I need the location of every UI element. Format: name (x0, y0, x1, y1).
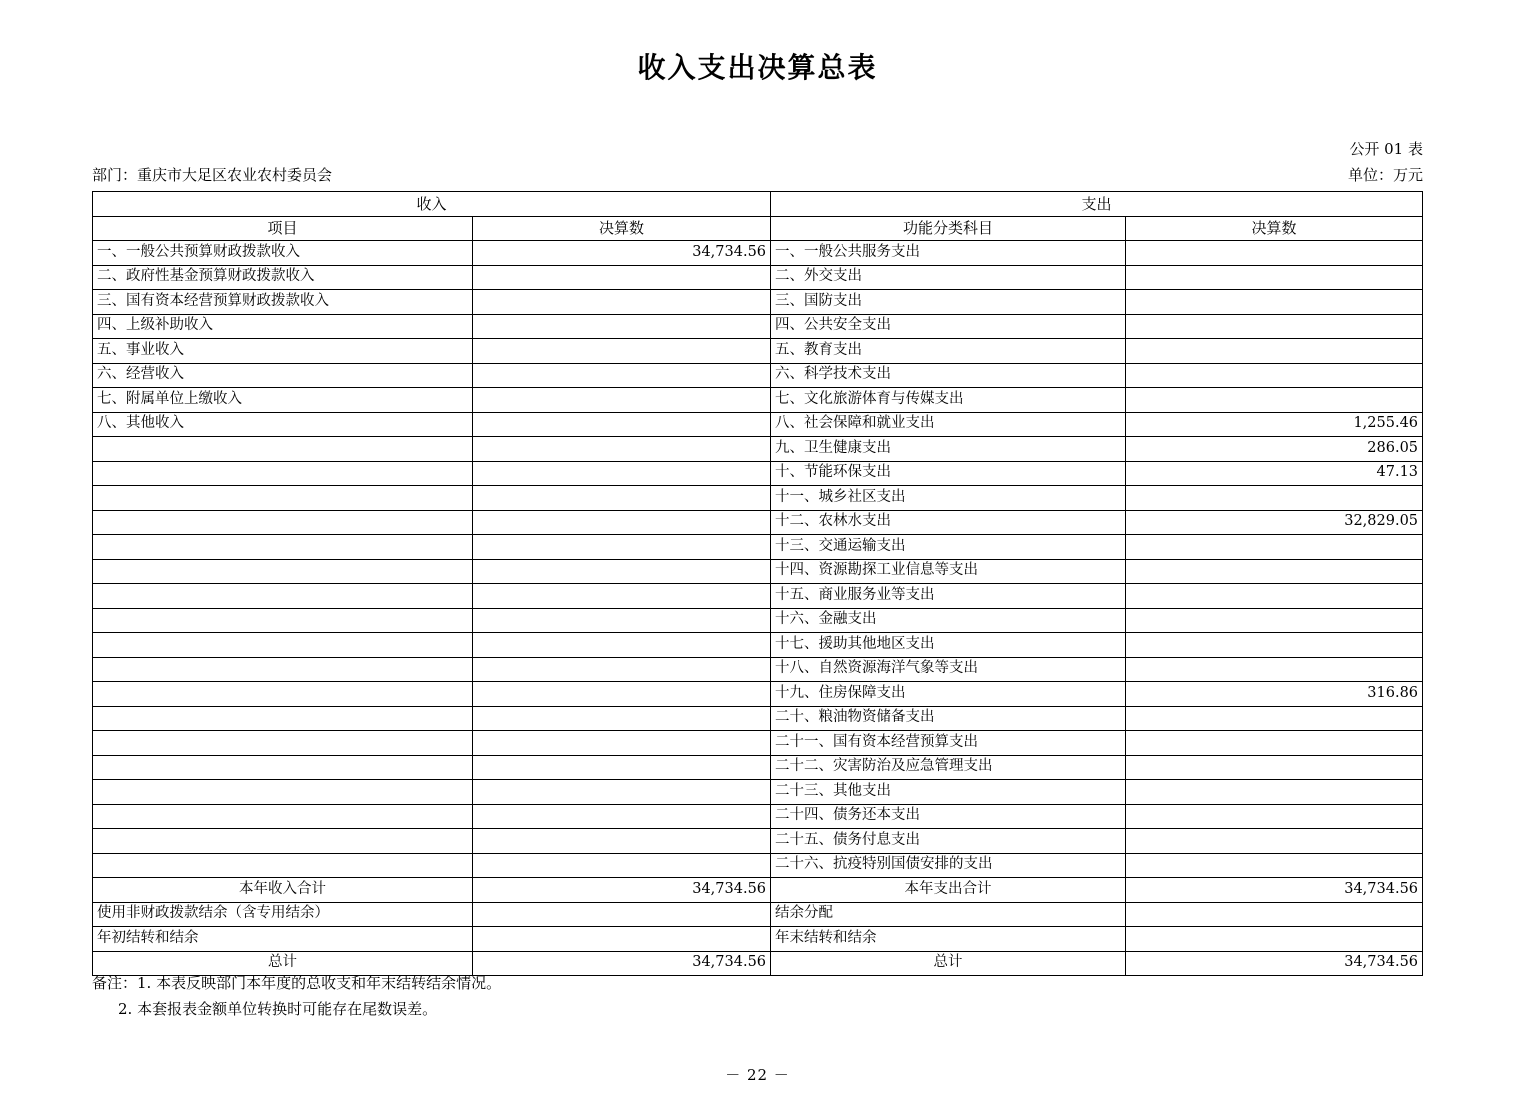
cell-expense-amount (1126, 265, 1423, 290)
cell-income-item (93, 657, 473, 682)
budget-summary-table (92, 191, 1423, 976)
cell-income-amount (473, 829, 771, 854)
cell-income-amount (473, 461, 771, 486)
cell-expense-amount (1126, 755, 1423, 780)
table-summary-row (93, 878, 1423, 903)
cell-income-amount (473, 584, 771, 609)
cell-expense-amount (1126, 927, 1423, 952)
table-row (93, 363, 1423, 388)
cell-expense-item: 十二、农林水支出 (771, 510, 1126, 535)
note-line-2: 2. 本套报表金额单位转换时可能存在尾数误差。 (118, 999, 438, 1018)
cell-income-item (93, 682, 473, 707)
cell-income-item (93, 804, 473, 829)
cell-expense-item: 二十六、抗疫特别国债安排的支出 (771, 853, 1126, 878)
cell-expense-item: 年末结转和结余 (771, 927, 1126, 952)
cell-expense-item: 十七、援助其他地区支出 (771, 633, 1126, 658)
cell-expense-item: 十四、资源勘探工业信息等支出 (771, 559, 1126, 584)
cell-income-amount (473, 706, 771, 731)
cell-expense-amount (1126, 486, 1423, 511)
table-row (93, 755, 1423, 780)
cell-income-item (93, 584, 473, 609)
unit-label: 单位：万元 (1347, 166, 1423, 184)
note-line-1: 备注：1. 本表反映部门本年度的总收支和年末结转结余情况。 (92, 974, 502, 992)
cell-income-amount (473, 682, 771, 707)
table-row (93, 241, 1423, 266)
table-row (93, 682, 1423, 707)
table-row (93, 510, 1423, 535)
cell-expense-item: 结余分配 (771, 902, 1126, 927)
cell-expense-amount: 316.86 (1126, 682, 1423, 707)
table-row (93, 265, 1423, 290)
table-row (93, 608, 1423, 633)
cell-income-amount (473, 633, 771, 658)
cell-expense-item: 五、教育支出 (771, 339, 1126, 364)
cell-income-item: 三、国有资本经营预算财政拨款收入 (93, 290, 473, 315)
cell-income-item: 使用非财政拨款结余（含专用结余） (93, 902, 473, 927)
cell-expense-amount: 47.13 (1126, 461, 1423, 486)
cell-income-amount (473, 853, 771, 878)
cell-expense-amount (1126, 902, 1423, 927)
expense-group-header: 支出 (771, 192, 1423, 217)
cell-income-amount (473, 437, 771, 462)
cell-expense-item: 一、一般公共服务支出 (771, 241, 1126, 266)
cell-expense-item: 七、文化旅游体育与传媒支出 (771, 388, 1126, 413)
col-header-expense-item: 功能分类科目 (771, 216, 1126, 241)
cell-expense-item: 十一、城乡社区支出 (771, 486, 1126, 511)
table-row (93, 706, 1423, 731)
table-row (93, 388, 1423, 413)
cell-expense-item: 十六、金融支出 (771, 608, 1126, 633)
table-row (93, 584, 1423, 609)
cell-income-item: 年初结转和结余 (93, 927, 473, 952)
table-row (93, 290, 1423, 315)
cell-expense-amount (1126, 853, 1423, 878)
cell-income-amount (473, 902, 771, 927)
cell-income-item: 八、其他收入 (93, 412, 473, 437)
cell-expense-amount (1126, 633, 1423, 658)
cell-income-item (93, 731, 473, 756)
cell-expense-item: 二十四、债务还本支出 (771, 804, 1126, 829)
cell-expense-amount (1126, 731, 1423, 756)
cell-income-item (93, 510, 473, 535)
cell-income-item (93, 633, 473, 658)
cell-income-amount: 34,734.56 (473, 951, 771, 976)
cell-income-item: 一、一般公共预算财政拨款收入 (93, 241, 473, 266)
cell-income-amount (473, 780, 771, 805)
col-header-income-amount: 决算数 (473, 216, 771, 241)
cell-expense-item: 十九、住房保障支出 (771, 682, 1126, 707)
cell-income-amount (473, 265, 771, 290)
table-row (93, 829, 1423, 854)
cell-income-item (93, 780, 473, 805)
cell-income-item: 六、经营收入 (93, 363, 473, 388)
col-header-expense-amount: 决算数 (1126, 216, 1423, 241)
cell-expense-amount (1126, 339, 1423, 364)
cell-expense-amount (1126, 388, 1423, 413)
cell-income-item: 四、上级补助收入 (93, 314, 473, 339)
cell-expense-amount: 34,734.56 (1126, 951, 1423, 976)
cell-income-amount (473, 412, 771, 437)
cell-expense-amount: 286.05 (1126, 437, 1423, 462)
cell-expense-item: 二十五、债务付息支出 (771, 829, 1126, 854)
cell-expense-item: 总计 (771, 951, 1126, 976)
cell-income-amount (473, 510, 771, 535)
cell-income-item (93, 853, 473, 878)
cell-expense-item: 九、卫生健康支出 (771, 437, 1126, 462)
col-header-income-item: 项目 (93, 216, 473, 241)
table-group-header-row (93, 192, 1423, 217)
cell-expense-amount (1126, 535, 1423, 560)
table-row (93, 657, 1423, 682)
cell-expense-amount (1126, 804, 1423, 829)
cell-income-amount: 34,734.56 (473, 241, 771, 266)
cell-expense-item: 十、节能环保支出 (771, 461, 1126, 486)
cell-income-item (93, 535, 473, 560)
cell-income-item: 本年收入合计 (93, 878, 473, 903)
cell-expense-item: 二十三、其他支出 (771, 780, 1126, 805)
cell-income-amount (473, 486, 771, 511)
cell-income-amount (473, 314, 771, 339)
cell-expense-item: 二、外交支出 (771, 265, 1126, 290)
cell-expense-amount (1126, 657, 1423, 682)
table-row (93, 437, 1423, 462)
cell-expense-item: 十八、自然资源海洋气象等支出 (771, 657, 1126, 682)
cell-income-item: 五、事业收入 (93, 339, 473, 364)
cell-income-item (93, 437, 473, 462)
cell-income-item (93, 829, 473, 854)
cell-expense-amount (1126, 241, 1423, 266)
cell-expense-item: 二十二、灾害防治及应急管理支出 (771, 755, 1126, 780)
table-row (93, 339, 1423, 364)
table-row (93, 535, 1423, 560)
cell-expense-item: 十三、交通运输支出 (771, 535, 1126, 560)
cell-income-item (93, 755, 473, 780)
table-row (93, 412, 1423, 437)
cell-expense-amount: 1,255.46 (1126, 412, 1423, 437)
cell-expense-amount (1126, 559, 1423, 584)
table-body (93, 241, 1423, 976)
table-row (93, 731, 1423, 756)
cell-income-item (93, 706, 473, 731)
cell-income-amount (473, 559, 771, 584)
cell-expense-amount (1126, 363, 1423, 388)
cell-expense-item: 六、科学技术支出 (771, 363, 1126, 388)
income-group-header: 收入 (93, 192, 771, 217)
cell-income-item (93, 559, 473, 584)
cell-income-amount (473, 731, 771, 756)
table-column-header-row (93, 216, 1423, 241)
cell-income-amount (473, 804, 771, 829)
cell-expense-item: 本年支出合计 (771, 878, 1126, 903)
cell-expense-amount (1126, 706, 1423, 731)
cell-income-item: 七、附属单位上缴收入 (93, 388, 473, 413)
table-row (93, 486, 1423, 511)
table-row (93, 853, 1423, 878)
cell-expense-item: 十五、商业服务业等支出 (771, 584, 1126, 609)
sheet-label: 公开 01 表 (1349, 140, 1423, 158)
table-row (93, 633, 1423, 658)
cell-expense-amount: 32,829.05 (1126, 510, 1423, 535)
page-number: － 22 － (725, 1066, 790, 1084)
cell-expense-amount: 34,734.56 (1126, 878, 1423, 903)
table-row (93, 804, 1423, 829)
cell-expense-amount (1126, 584, 1423, 609)
table-row (93, 461, 1423, 486)
cell-expense-amount (1126, 608, 1423, 633)
cell-income-amount: 34,734.56 (473, 878, 771, 903)
cell-expense-item: 八、社会保障和就业支出 (771, 412, 1126, 437)
cell-income-item: 总计 (93, 951, 473, 976)
cell-income-item: 二、政府性基金预算财政拨款收入 (93, 265, 473, 290)
cell-expense-item: 三、国防支出 (771, 290, 1126, 315)
table-summary-row (93, 927, 1423, 952)
cell-expense-amount (1126, 780, 1423, 805)
cell-income-amount (473, 363, 771, 388)
cell-expense-amount (1126, 314, 1423, 339)
cell-income-item (93, 486, 473, 511)
cell-income-amount (473, 927, 771, 952)
cell-expense-item: 四、公共安全支出 (771, 314, 1126, 339)
cell-income-amount (473, 657, 771, 682)
cell-expense-amount (1126, 829, 1423, 854)
cell-expense-item: 二十、粮油物资储备支出 (771, 706, 1126, 731)
cell-expense-item: 二十一、国有资本经营预算支出 (771, 731, 1126, 756)
document-page (0, 46, 1515, 1115)
cell-expense-amount (1126, 290, 1423, 315)
department-line: 部门：重庆市大足区农业农村委员会 (92, 166, 333, 184)
cell-income-amount (473, 339, 771, 364)
table-summary-row (93, 902, 1423, 927)
cell-income-amount (473, 290, 771, 315)
table-row (93, 559, 1423, 584)
table-row (93, 314, 1423, 339)
cell-income-item (93, 461, 473, 486)
cell-income-amount (473, 535, 771, 560)
cell-income-amount (473, 388, 771, 413)
page-title: 收入支出决算总表 (637, 51, 878, 84)
cell-income-item (93, 608, 473, 633)
notes-block (92, 971, 501, 1022)
cell-income-amount (473, 608, 771, 633)
cell-income-amount (473, 755, 771, 780)
table-row (93, 780, 1423, 805)
